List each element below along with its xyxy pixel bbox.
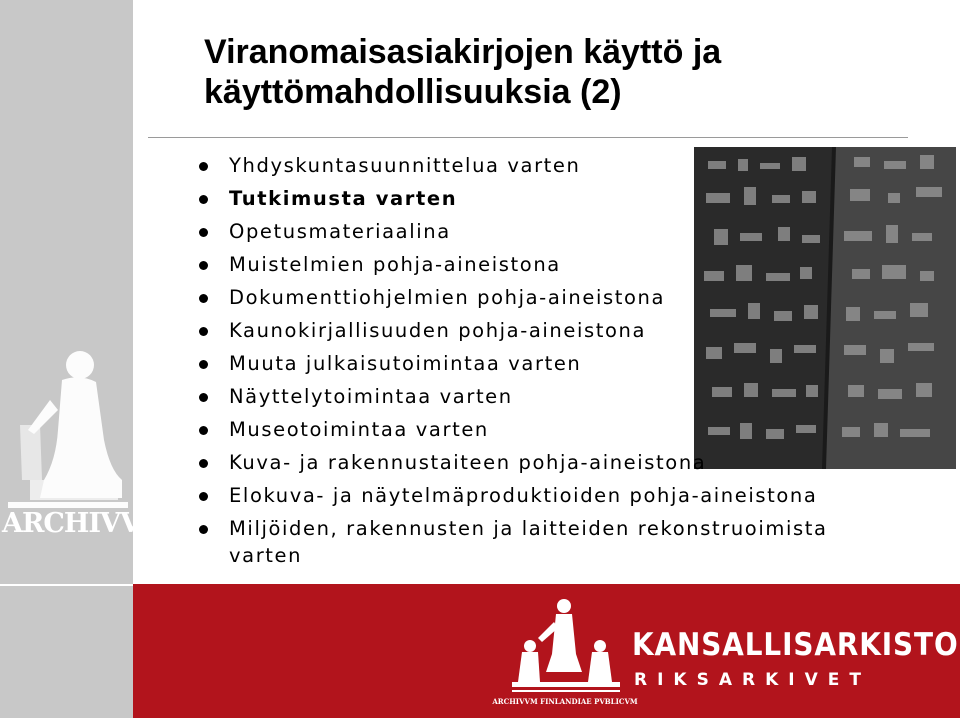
bullet-item [199, 182, 899, 215]
bullet-dot-icon [199, 525, 208, 534]
archivum-seal-icon [492, 594, 638, 712]
bullet-item [199, 314, 899, 347]
archivvm-logo-text: ARCHIVVM [2, 508, 169, 539]
bullet-dot-icon [199, 228, 208, 237]
bullet-text: Muuta julkaisutoimintaa varten [229, 352, 582, 375]
bullet-text: Museotoimintaa varten [229, 418, 489, 441]
brand-subtitle: RIKSARKIVET [634, 670, 871, 690]
bullet-dot-icon [199, 261, 208, 270]
bullet-dot-icon [199, 327, 208, 336]
title-line-1: Viranomaisasiakirjojen käyttö ja [204, 33, 722, 71]
bullet-item [199, 248, 899, 281]
bullet-item [199, 479, 899, 512]
bullet-text: Yhdyskuntasuunnittelua varten [229, 154, 581, 177]
left-strip [0, 0, 169, 718]
bullet-dot-icon [199, 294, 208, 303]
title-rule [148, 137, 908, 138]
bullet-dot-icon [199, 360, 208, 369]
bullet-dot-icon [199, 492, 208, 501]
bullet-item [199, 512, 899, 569]
bullet-text: Näyttelytoimintaa varten [229, 385, 513, 408]
left-strip-divider [0, 584, 133, 586]
bullet-text: Muistelmien pohja-aineistona [229, 253, 561, 276]
bullet-item [199, 446, 899, 479]
seal-text: ARCHIVVM FINLANDIAE PVBLICVM [492, 697, 638, 706]
bullet-text: Elokuva- ja näytelmäproduktioiden pohja-aineistona [229, 484, 818, 507]
brand-name: KANSALLISARKISTO [632, 627, 959, 663]
title-line-2: käyttömahdollisuuksia (2) [204, 73, 622, 111]
bullet-item [199, 215, 899, 248]
bullet-dot-icon [199, 195, 208, 204]
slide-title [204, 32, 924, 112]
bullet-text: Opetusmateriaalina [229, 220, 451, 243]
bullet-list [199, 149, 899, 569]
bullet-dot-icon [199, 162, 208, 171]
bullet-text: Kaunokirjallisuuden pohja-aineistona [229, 319, 647, 342]
bullet-dot-icon [199, 393, 208, 402]
bullet-text: Kuva- ja rakennustaiteen pohja-aineistona [229, 451, 707, 474]
bullet-text: Miljöiden, rakennusten ja laitteiden rekonstruoimista varten [229, 517, 828, 567]
bullet-item [199, 413, 899, 446]
bullet-item [199, 380, 899, 413]
bullet-item [199, 347, 899, 380]
bullet-dot-icon [199, 426, 208, 435]
bullet-item [199, 281, 899, 314]
bullet-item [199, 149, 899, 182]
bullet-text: Dokumenttiohjelmien pohja-aineistona [229, 286, 666, 309]
bullet-dot-icon [199, 459, 208, 468]
bullet-text: Tutkimusta varten [229, 187, 458, 210]
